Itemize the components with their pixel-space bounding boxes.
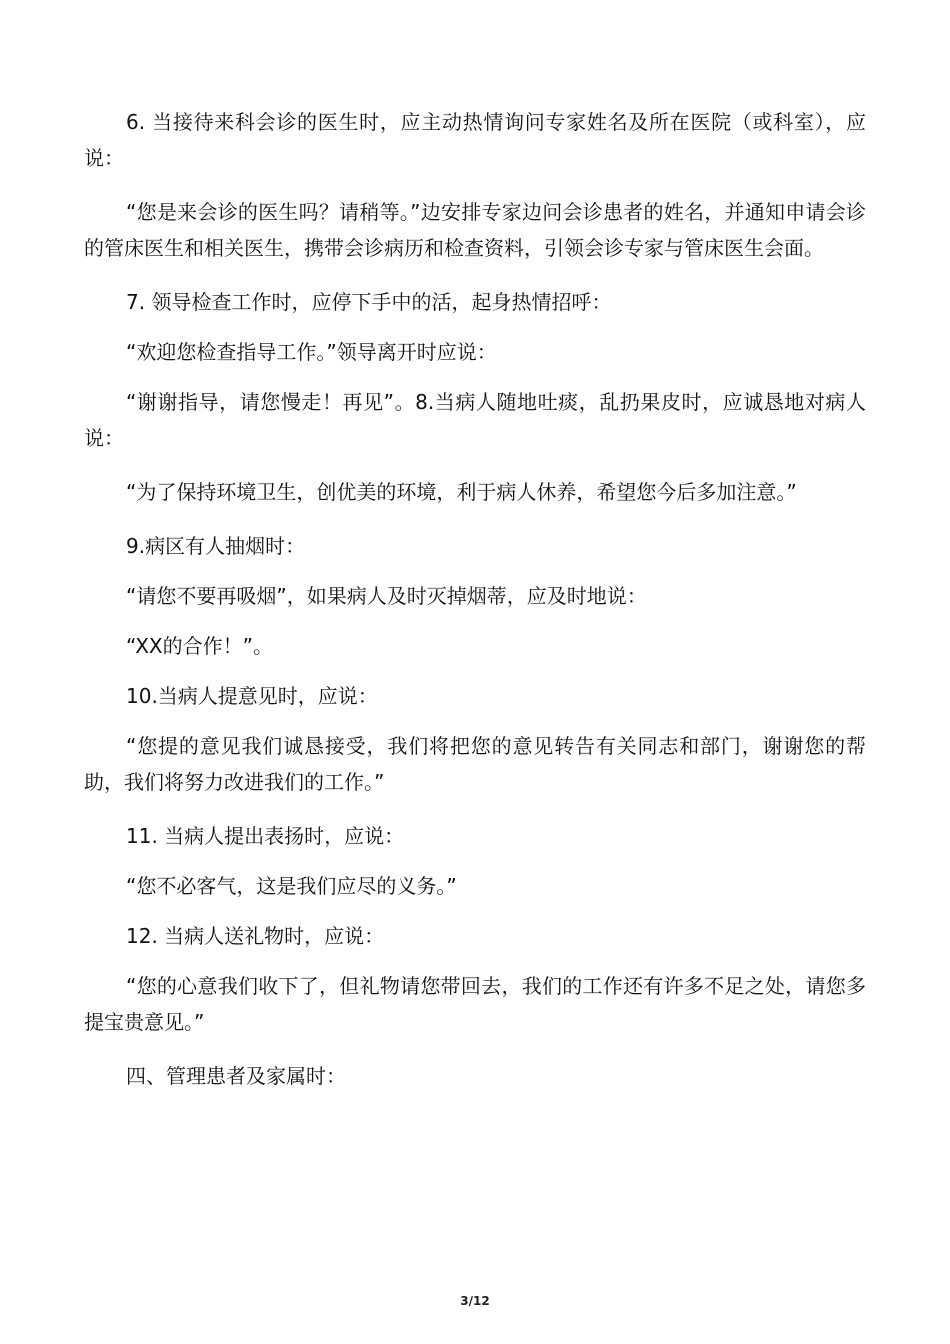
paragraph-7-speech: “欢迎您检查指导工作。”领导离开时应说：	[126, 340, 497, 364]
paragraph-12-speech: “您的心意我们收下了，但礼物请您带回去，我们的工作还有许多不足之处，请您多提宝贵意见。”	[84, 974, 866, 1034]
paragraph-10-speech: “您提的意见我们诚恳接受，我们将把您的意见转告有关同志和部门，谢谢您的帮助，我们将努力改进我们的工作。”	[84, 734, 866, 794]
page-number: 3/12	[460, 1294, 490, 1308]
paragraph-8-heading: “谢谢指导，请您慢走！再见”。8.当病人随地吐痰，乱扔果皮时，应诚恳地对病人说：	[84, 390, 866, 450]
paragraph-9-heading: 9.病区有人抽烟时：	[126, 534, 306, 558]
paragraph-9-reply: “XX的合作！”。	[126, 634, 273, 658]
paragraph-11-heading: 11. 当病人提出表扬时，应说：	[126, 824, 405, 848]
paragraph-8-speech: “为了保持环境卫生，创优美的环境，利于病人休养，希望您今后多加注意。”	[126, 480, 797, 504]
paragraph-6-speech: “您是来会诊的医生吗？请稍等。”边安排专家边问会诊患者的姓名，并通知申请会诊的管床医生和相关医生，携带会诊病历和检查资料，引领会诊专家与管床医生会面。	[84, 200, 866, 260]
paragraph-9-speech: “请您不要再吸烟”，如果病人及时灭掉烟蒂，应及时地说：	[126, 584, 647, 608]
paragraph-7-heading: 7. 领导检查工作时，应停下手中的活，起身热情招呼：	[126, 290, 612, 314]
section-four-heading: 四、管理患者及家属时：	[126, 1064, 346, 1088]
paragraph-11-speech: “您不必客气，这是我们应尽的义务。”	[126, 874, 457, 898]
paragraph-12-heading: 12. 当病人送礼物时，应说：	[126, 924, 385, 948]
paragraph-10-heading: 10.当病人提意见时，应说：	[126, 684, 378, 708]
paragraph-6-heading: 6. 当接待来科会诊的医生时，应主动热情询问专家姓名及所在医院（或科室），应说：	[84, 110, 866, 170]
